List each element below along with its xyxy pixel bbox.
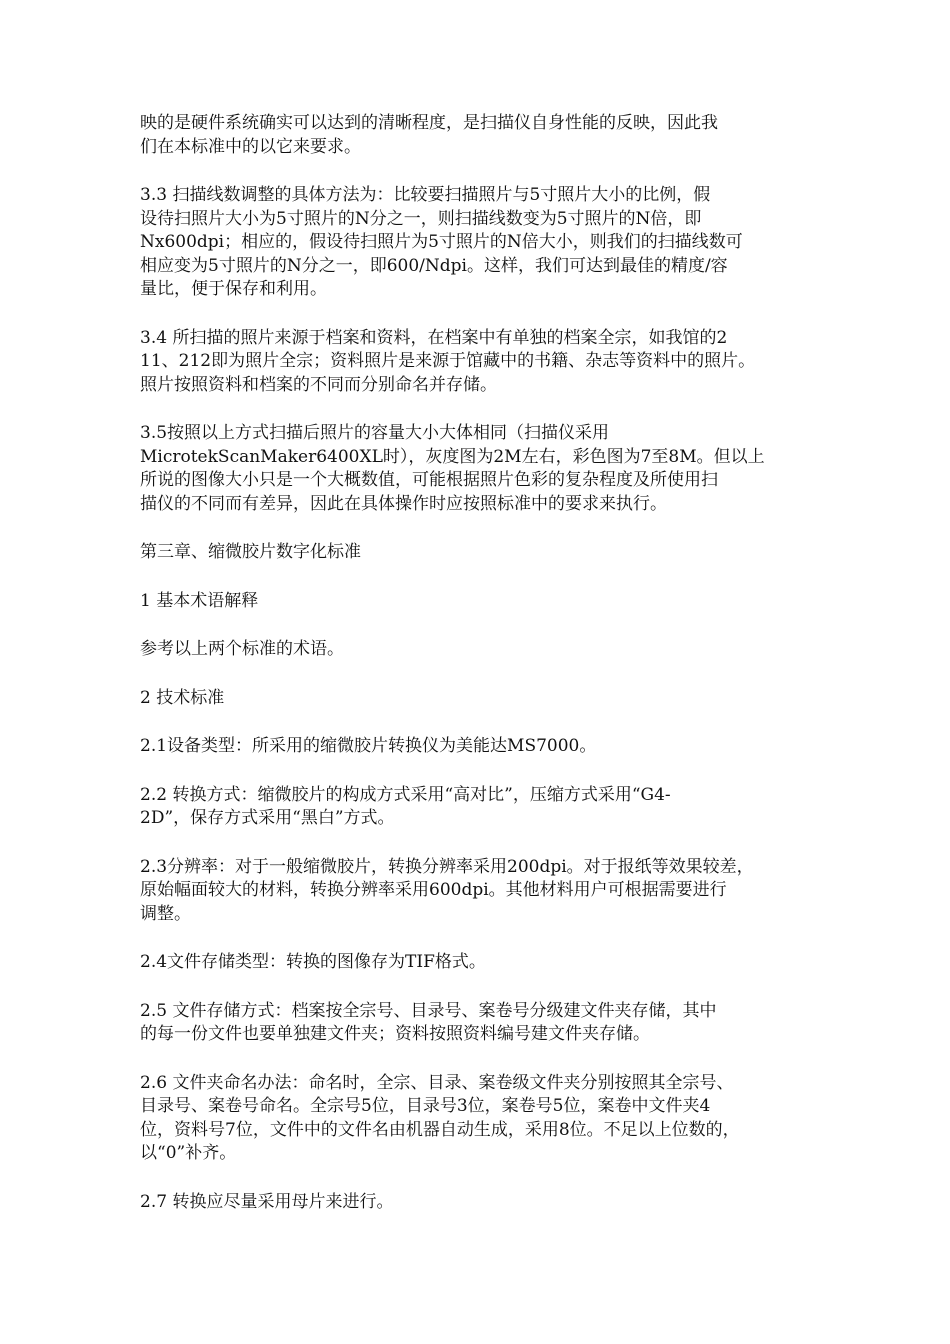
paragraph xyxy=(140,1072,820,1166)
text-line: 第三章、缩微胶片数字化标准 xyxy=(140,542,361,562)
text-line: 参考以上两个标准的术语。 xyxy=(140,639,344,659)
paragraph xyxy=(140,735,820,759)
text-line: 2.3分辨率：对于一般缩微胶片，转换分辨率采用200dpi。对于报纸等效果较差， xyxy=(140,856,754,877)
paragraph xyxy=(140,422,820,516)
text-line: 1 基本术语解释 xyxy=(140,590,259,611)
text-line: 2.6 文件夹命名办法：命名时，全宗、目录、案卷级文件夹分别按照其全宗号、 xyxy=(140,1072,734,1093)
text-line: 设待扫照片大小为5寸照片的N分之一，则扫描线数变为5寸照片的N倍，即 xyxy=(140,208,702,229)
paragraph xyxy=(140,541,820,565)
text-line: 3.4 所扫描的照片来源于档案和资料，在档案中有单独的档案全宗，如我馆的2 xyxy=(140,327,728,348)
paragraph xyxy=(140,1191,820,1215)
text-line: 原始幅面较大的材料，转换分辨率采用600dpi。其他材料用户可根据需要进行 xyxy=(140,880,727,900)
document-body xyxy=(140,112,820,1214)
text-line: 以“0”补齐。 xyxy=(140,1143,237,1163)
text-line: 2 技术标准 xyxy=(140,687,225,708)
text-line: 目录号、案卷号命名。全宗号5位，目录号3位，案卷号5位，案卷中文件夹4 xyxy=(140,1096,711,1116)
text-line: 调整。 xyxy=(140,903,191,924)
text-line: 们在本标准中的以它来要求。 xyxy=(140,136,361,157)
text-line: MicrotekScanMaker6400XL时），灰度图为2M左右，彩色图为7至8M。但以上 xyxy=(140,446,765,467)
paragraph xyxy=(140,951,820,975)
text-line: 照片按照资料和档案的不同而分别命名并存储。 xyxy=(140,374,497,395)
text-line: 2.7 转换应尽量采用母片来进行。 xyxy=(140,1191,394,1212)
paragraph xyxy=(140,784,820,831)
text-line: 2.2 转换方式：缩微胶片的构成方式采用“高对比”，压缩方式采用“G4- xyxy=(140,784,671,805)
text-line: 2D”，保存方式采用“黑白”方式。 xyxy=(140,808,395,828)
paragraph xyxy=(140,687,820,711)
text-line: 2.1设备类型：所采用的缩微胶片转换仪为美能达MS7000。 xyxy=(140,736,597,756)
text-line: 3.5按照以上方式扫描后照片的容量大小大体相同（扫描仪采用 xyxy=(140,423,610,443)
text-line: 3.3 扫描线数调整的具体方法为：比较要扫描照片与5寸照片大小的比例，假 xyxy=(140,185,711,205)
paragraph xyxy=(140,327,820,398)
text-line: 所说的图像大小只是一个大概数值，可能根据照片色彩的复杂程度及所使用扫 xyxy=(140,470,718,490)
paragraph xyxy=(140,638,820,662)
paragraph xyxy=(140,856,820,927)
text-line: Nx600dpi；相应的，假设待扫照片为5寸照片的N倍大小，则我们的扫描线数可 xyxy=(140,232,743,252)
paragraph xyxy=(140,112,820,159)
text-line: 相应变为5寸照片的N分之一，即600/Ndpi。这样，我们可达到最佳的精度/容 xyxy=(140,255,728,276)
text-line: 2.4文件存储类型：转换的图像存为TIF格式。 xyxy=(140,952,486,972)
text-line: 的每一份文件也要单独建文件夹；资料按照资料编号建文件夹存储。 xyxy=(140,1024,650,1044)
text-line: 位，资料号7位，文件中的文件名由机器自动生成，采用8位。不足以上位数的， xyxy=(140,1119,740,1140)
paragraph xyxy=(140,184,820,302)
text-line: 2.5 文件存储方式：档案按全宗号、目录号、案卷号分级建文件夹存储，其中 xyxy=(140,1000,717,1021)
text-line: 量比，便于保存和利用。 xyxy=(140,279,327,299)
text-line: 描仪的不同而有差异，因此在具体操作时应按照标准中的要求来执行。 xyxy=(140,493,667,514)
paragraph xyxy=(140,590,820,614)
paragraph xyxy=(140,1000,820,1047)
text-line: 映的是硬件系统确实可以达到的清晰程度，是扫描仪自身性能的反映，因此我 xyxy=(140,113,718,133)
text-line: 11、212即为照片全宗；资料照片是来源于馆藏中的书籍、杂志等资料中的照片。 xyxy=(140,351,756,371)
